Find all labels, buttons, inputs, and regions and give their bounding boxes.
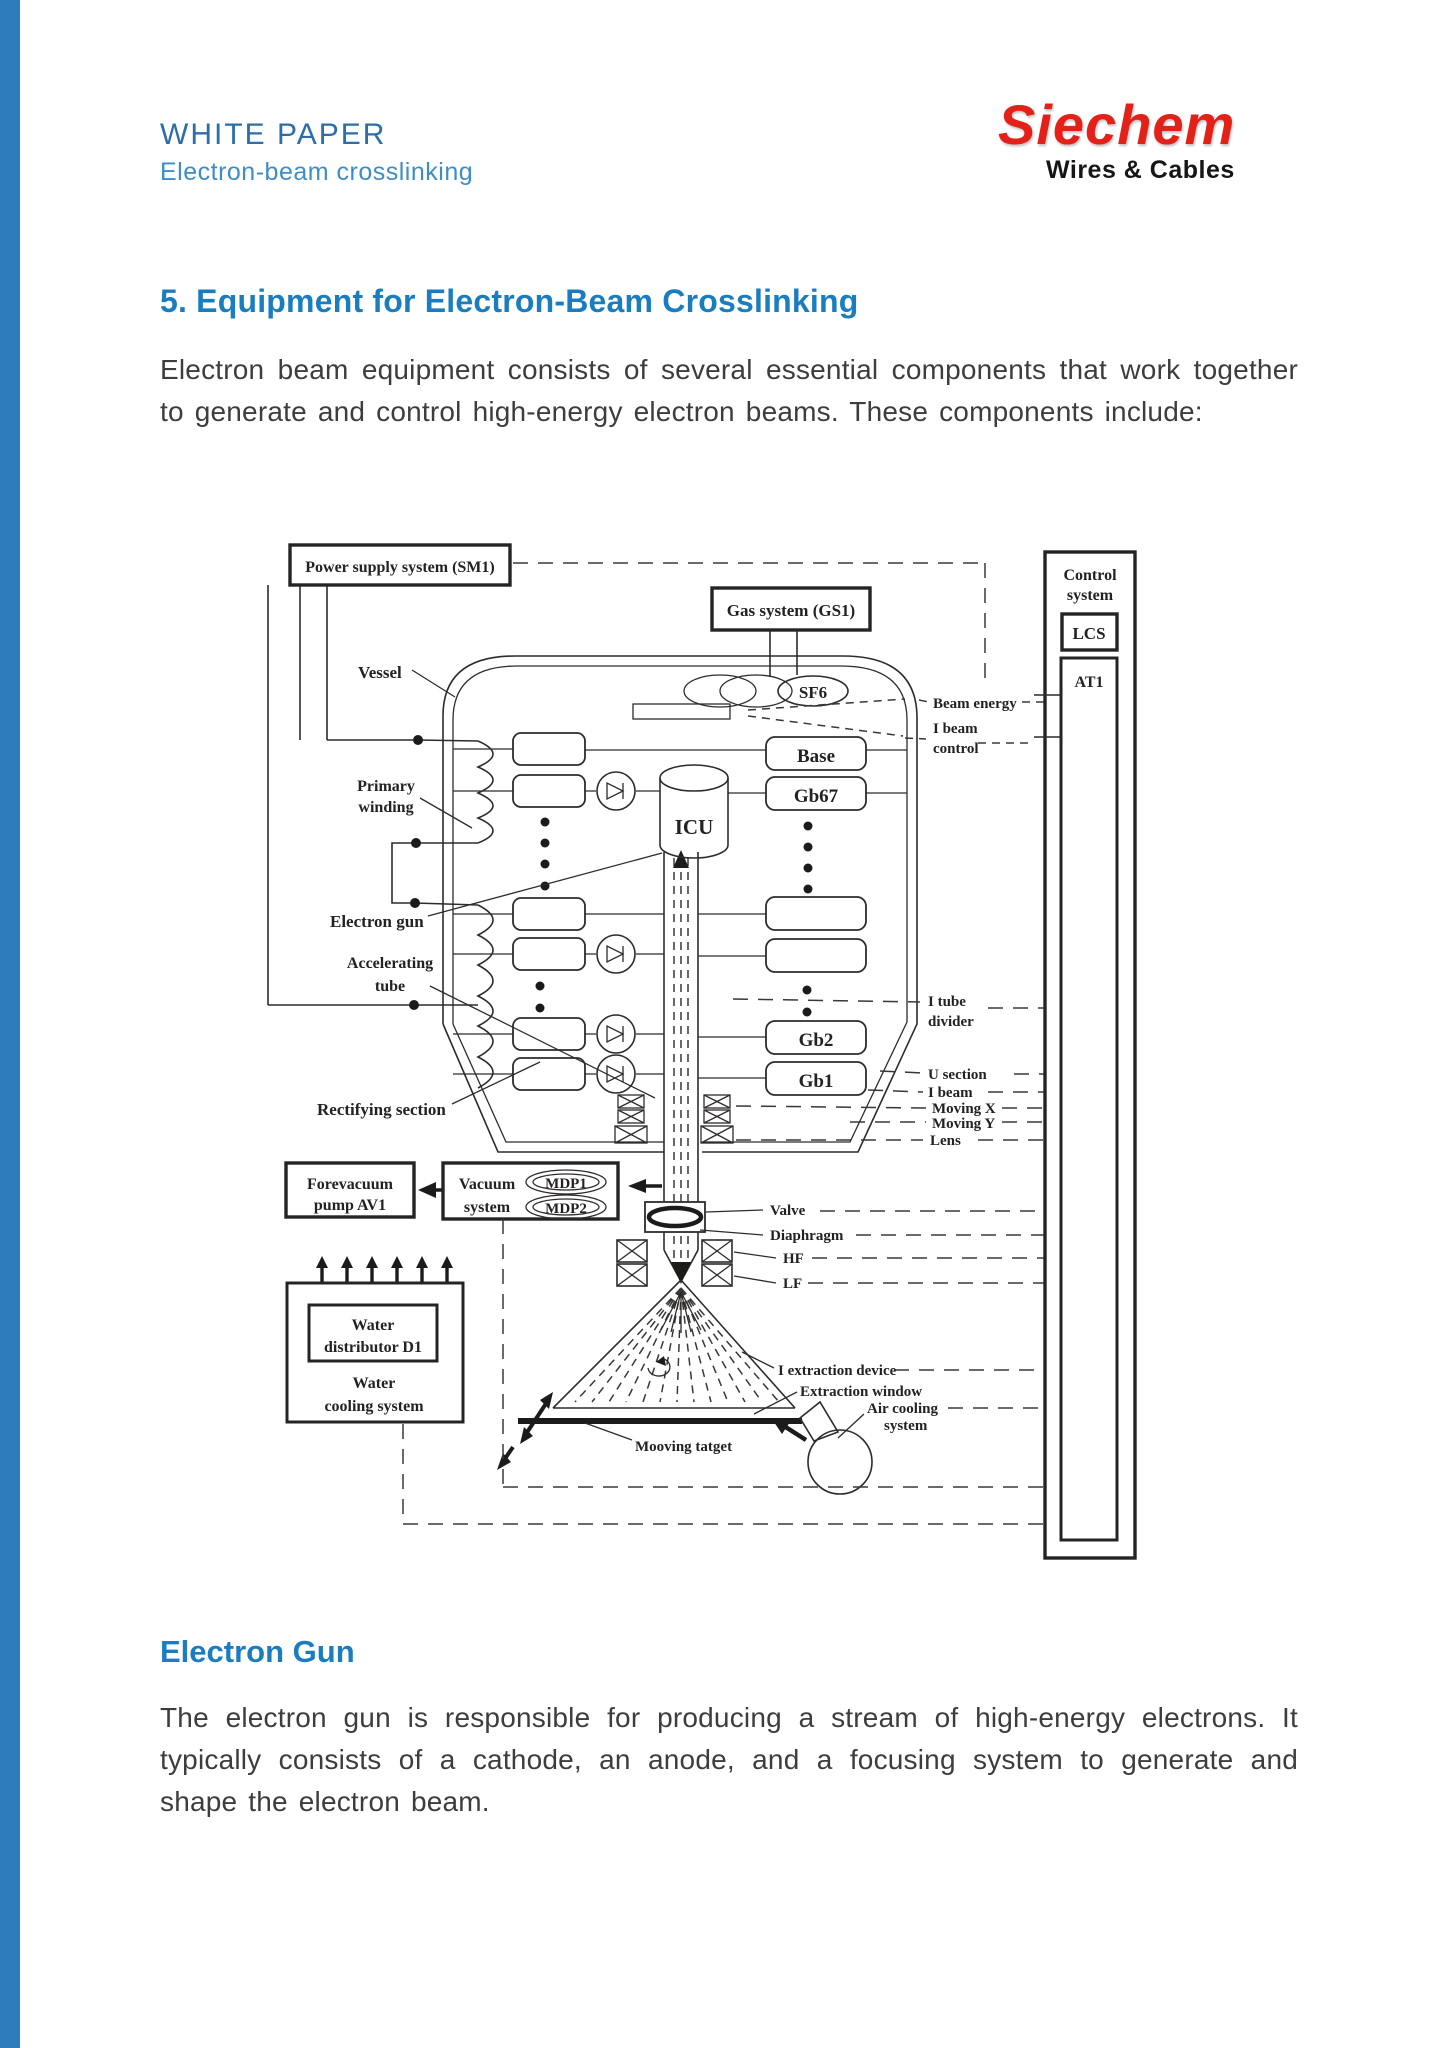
rectifier-stage-boxes-left: [513, 733, 635, 1093]
subsection-heading: Electron Gun: [160, 1634, 355, 1669]
forevacuum-label-2: pump AV1: [313, 1197, 387, 1214]
control-label-2: system: [1066, 587, 1114, 604]
at1-label: AT1: [1074, 674, 1104, 691]
diode-icon: [597, 1055, 635, 1093]
lcs-label: LCS: [1072, 624, 1106, 643]
air-cooling-label-2: system: [884, 1418, 928, 1434]
i-tube-divider-label-2: divider: [928, 1014, 974, 1030]
diaphragm-label: Diaphragm: [770, 1228, 844, 1244]
lf-label: LF: [783, 1276, 803, 1292]
siechem-logo: Siechem: [998, 93, 1236, 156]
sf6-label: SF6: [798, 683, 828, 702]
diode-icon: [597, 935, 635, 973]
water-cooling-label-1: Water: [352, 1375, 396, 1392]
grid-bias-boxes-right: [766, 737, 866, 1095]
document-subtitle: Electron-beam crosslinking: [160, 158, 474, 186]
i-tube-divider-label-1: I tube: [928, 994, 966, 1010]
diode-icon: [597, 1015, 635, 1053]
logo-tagline: Wires & Cables: [1046, 156, 1235, 184]
gb67-label: Gb67: [793, 786, 839, 807]
moving-target-label: Mooving tatget: [635, 1439, 733, 1455]
water-cooling-label-2: cooling system: [324, 1398, 424, 1415]
primary-winding-label-1: Primary: [357, 778, 415, 795]
subsection-paragraph: The electron gun is responsible for producing a stream of high-energy electrons. It typically consists of a cathode, an anode, and a focusing system to generate and shape the electron beam.: [160, 1702, 1298, 1817]
extraction-window-label: Extraction window: [800, 1384, 923, 1400]
diode-icon: [597, 772, 635, 810]
gas-system-box: [712, 588, 870, 677]
water-distributor-label-1: Water: [351, 1317, 395, 1334]
air-cooling-blower: [772, 1402, 872, 1494]
secondary-coil: [478, 905, 493, 1088]
hf-label: HF: [783, 1251, 804, 1267]
base-label: Base: [797, 746, 835, 767]
valve-diaphragm: [645, 1202, 705, 1232]
rectifying-section-label: Rectifying section: [317, 1100, 446, 1119]
document-type-title: WHITE PAPER: [160, 118, 387, 151]
section-paragraph: Electron beam equipment consists of several essential components that work together to generate and control high-energy electron beams. These components include:: [160, 354, 1298, 427]
forevacuum-label-1: Forevacuum: [307, 1176, 393, 1193]
beam-arrowhead: [673, 850, 689, 868]
vacuum-label-2: system: [463, 1199, 511, 1216]
air-cooling-label-1: Air cooling: [867, 1401, 938, 1417]
mdp2-label: MDP2: [545, 1201, 587, 1217]
accelerating-tube-label-1: Accelerating: [346, 955, 434, 972]
primary-coil: [478, 741, 493, 843]
moving-x-label: Moving X: [932, 1101, 996, 1117]
power-supply-label: Power supply system (SM1): [305, 559, 495, 576]
gas-system-label: Gas system (GS1): [726, 601, 856, 620]
gb1-label: Gb1: [798, 1071, 834, 1092]
moving-y-label: Moving Y: [932, 1116, 996, 1132]
primary-circuit-wiring: [268, 585, 493, 1088]
extraction-device-label: I extraction device: [778, 1363, 897, 1379]
section-heading: 5. Equipment for Electron-Beam Crosslinking: [160, 283, 859, 319]
sf6-insulation: [633, 675, 905, 736]
vessel-label: Vessel: [358, 663, 402, 682]
control-label-1: Control: [1063, 567, 1117, 584]
beam-energy-label: Beam energy: [933, 696, 1017, 712]
valve-label: Valve: [770, 1203, 806, 1219]
gb2-label: Gb2: [798, 1030, 834, 1051]
primary-winding-label-2: winding: [358, 799, 414, 816]
i-beam-control-label-1: I beam: [933, 721, 978, 737]
icu-cylinder: [660, 765, 728, 858]
control-system-column: [1034, 552, 1135, 1558]
u-section-label: U section: [928, 1067, 987, 1083]
icu-label: ICU: [674, 815, 714, 839]
i-beam-control-label-2: control: [933, 741, 979, 757]
lens-label: Lens: [930, 1133, 961, 1149]
water-distributor-label-2: distributor D1: [324, 1339, 422, 1356]
electron-gun-label: Electron gun: [330, 912, 424, 931]
mdp1-label: MDP1: [545, 1176, 587, 1192]
accelerating-tube-label-2: tube: [374, 978, 406, 995]
vacuum-label-1: Vacuum: [458, 1176, 516, 1193]
i-beam-label: I beam: [928, 1085, 973, 1101]
